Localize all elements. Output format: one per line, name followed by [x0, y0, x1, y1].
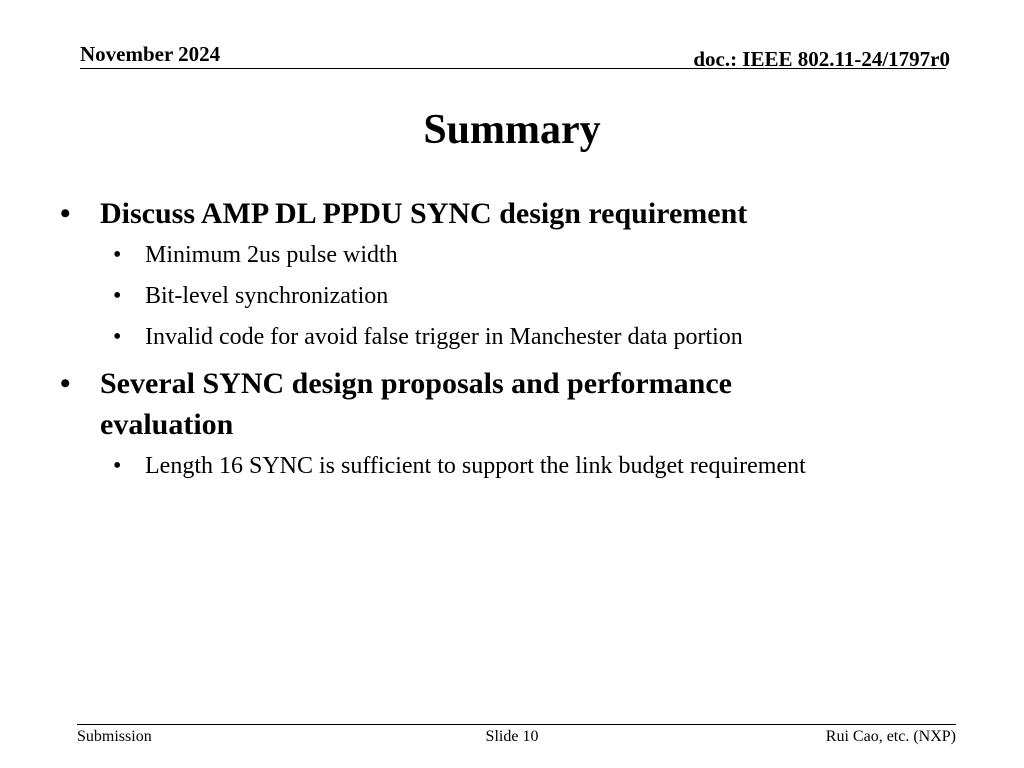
bullet-group-1 — [60, 193, 960, 352]
sub-bullet-dot-icon: • — [113, 242, 122, 268]
sub-bullet-dot-icon: • — [113, 283, 122, 309]
sub-bullet-item — [113, 451, 960, 481]
sub-bullet-text: Minimum 2us pulse width — [145, 242, 398, 268]
bullet-item — [60, 193, 960, 234]
bullet-group-2 — [60, 363, 960, 481]
sub-bullet-text: Bit-level synchronization — [145, 283, 389, 309]
bullet-dot-icon: • — [60, 367, 71, 400]
bullet-item — [60, 363, 960, 445]
sub-bullet-text: Invalid code for avoid false trigger in Manchester data portion — [145, 324, 743, 350]
bullet-text: Several SYNC design proposals and performance evaluation — [100, 367, 732, 441]
footer-submission: Submission — [77, 728, 152, 745]
footer-slide-number: Slide 10 — [485, 728, 539, 745]
footer-divider — [77, 724, 956, 725]
sub-bullet-item — [113, 322, 960, 352]
slide-title: Summary — [423, 107, 601, 153]
header-doc-id: doc.: IEEE 802.11-24/1797r0 — [693, 47, 950, 71]
sub-bullet-dot-icon: • — [113, 453, 122, 479]
sub-bullet-item — [113, 240, 960, 270]
bullet-text: Discuss AMP DL PPDU SYNC design requirement — [100, 197, 748, 230]
header-divider — [80, 68, 946, 69]
footer-author: Rui Cao, etc. (NXP) — [825, 728, 956, 745]
sub-bullet-text: Length 16 SYNC is sufficient to support the link budget requirement — [145, 453, 806, 479]
sub-bullet-item — [113, 281, 960, 311]
sub-bullet-dot-icon: • — [113, 324, 122, 350]
bullet-dot-icon: • — [60, 197, 71, 230]
slide-content — [60, 193, 960, 492]
header-date: November 2024 — [80, 42, 221, 66]
